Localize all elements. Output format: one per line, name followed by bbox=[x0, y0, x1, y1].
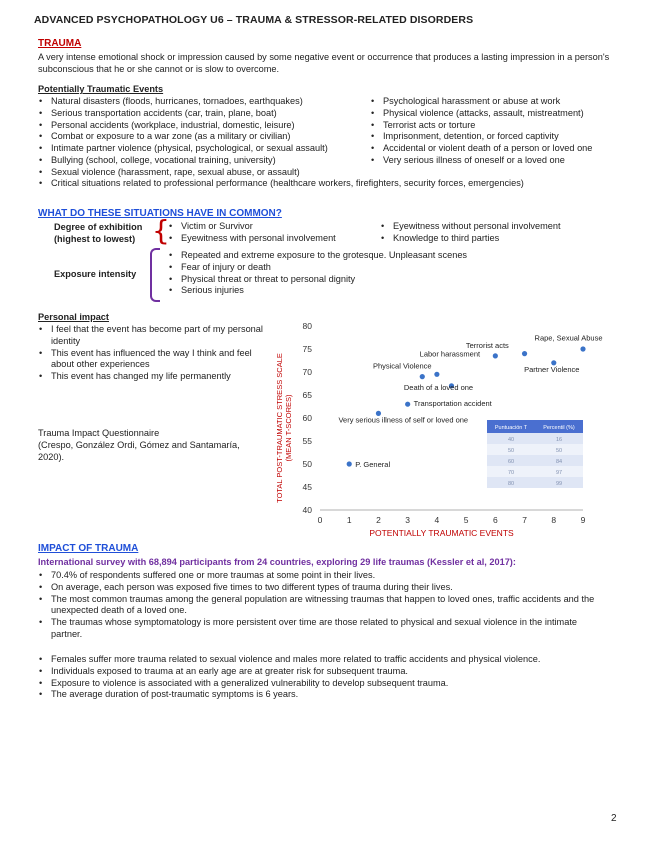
degree-label-line2: (highest to lowest) bbox=[54, 233, 136, 244]
table-row-bg bbox=[487, 433, 583, 444]
degree-col1 bbox=[168, 221, 378, 245]
point-label: Physical Violence bbox=[372, 361, 432, 371]
list-item: • Serious injuries bbox=[168, 285, 618, 297]
list-item: • Psychological harassment or abuse at work bbox=[370, 96, 640, 108]
x-tick-label: 1 bbox=[346, 515, 352, 525]
list-item: • Critical situations related to professional performance (healthcare workers, firefighters, security forces, emergencies) bbox=[38, 178, 368, 190]
impact-title: IMPACT OF TRAUMA bbox=[38, 543, 139, 554]
list-item: • The traumas whose symptomatology is more persistent over time are those related to physical and sexual violence in the intimate partner. bbox=[38, 617, 608, 641]
list-item: • Physical threat or threat to personal dignity bbox=[168, 274, 618, 286]
table-row-bg bbox=[487, 477, 583, 488]
questionnaire-name: Trauma Impact Questionnaire bbox=[38, 428, 160, 438]
intensity-label: Exposure intensity bbox=[54, 269, 137, 279]
table-row-bg bbox=[487, 455, 583, 466]
scatter-point bbox=[347, 461, 352, 466]
list-item: • Terrorist acts or torture bbox=[370, 120, 640, 132]
scatter-point bbox=[522, 351, 527, 356]
point-label: Partner Violence bbox=[524, 364, 580, 374]
table-cell: 16 bbox=[555, 437, 563, 443]
list-item: • Sexual violence (harassment, rape, sexual abuse, or assault) bbox=[38, 167, 368, 179]
intensity-list bbox=[168, 250, 618, 297]
list-item: • Eyewitness without personal involvement bbox=[380, 221, 630, 233]
list-item: • Personal accidents (workplace, industrial, domestic, leisure) bbox=[38, 120, 368, 132]
list-item: • 70.4% of respondents suffered one or more traumas at some point in their lives. bbox=[38, 570, 608, 582]
y-tick-label: 50 bbox=[302, 459, 312, 469]
scatter-point bbox=[405, 402, 410, 407]
trauma-definition: A very intense emotional shock or impression caused by some negative event or occurrence that produces a lasting impression in a person's subconscious that he or she cannot or is slow to overcome. bbox=[38, 52, 610, 74]
degree-label-line1: Degree of exhibition bbox=[54, 222, 143, 232]
table-cell: 99 bbox=[555, 481, 563, 487]
table-header-cell: Percentil (%) bbox=[543, 425, 575, 431]
questionnaire-citation bbox=[38, 428, 268, 463]
list-item: • This event has changed my life permanently bbox=[38, 371, 263, 383]
scatter-point bbox=[434, 372, 439, 377]
list-item: • Individuals exposed to trauma at an early age are at greater risk for subsequent trauma. bbox=[38, 666, 618, 678]
table-cell: 40 bbox=[507, 437, 515, 443]
degree-brace: { bbox=[152, 214, 170, 247]
point-label: Rape, Sexual Abuse bbox=[534, 333, 603, 343]
x-tick-label: 9 bbox=[580, 515, 586, 525]
table-cell: 97 bbox=[555, 470, 563, 476]
table-header-cell: Puntuación T bbox=[494, 425, 528, 431]
trauma-scatter-chart bbox=[265, 318, 605, 538]
personal-impact-list bbox=[38, 324, 263, 383]
y-axis-label: TOTAL POST-TRAUMATIC STRESS SCALE bbox=[275, 353, 284, 503]
point-label: Very serious illness of self or loved one bbox=[338, 415, 469, 425]
scatter-point bbox=[420, 374, 425, 379]
list-item: • Physical violence (attacks, assault, mistreatment) bbox=[370, 108, 640, 120]
table-cell: 80 bbox=[507, 481, 515, 487]
list-item: • The average duration of post-traumatic symptoms is 6 years. bbox=[38, 689, 618, 701]
x-tick-label: 4 bbox=[434, 515, 440, 525]
y-tick-label: 45 bbox=[302, 482, 312, 492]
list-item: • Imprisonment, detention, or forced captivity bbox=[370, 131, 640, 143]
y-tick-label: 60 bbox=[302, 413, 312, 423]
y-tick-label: 40 bbox=[302, 505, 312, 515]
list-item: • Victim or Survivor bbox=[168, 221, 378, 233]
x-tick-label: 6 bbox=[492, 515, 498, 525]
scatter-point bbox=[493, 353, 498, 358]
x-tick-label: 8 bbox=[551, 515, 557, 525]
common-title: WHAT DO THESE SITUATIONS HAVE IN COMMON? bbox=[38, 208, 282, 219]
list-item: • Fear of injury or death bbox=[168, 262, 618, 274]
point-label: Transportation accident bbox=[413, 399, 492, 409]
point-label: Labor harassment bbox=[419, 349, 481, 359]
events-title: Potentially Traumatic Events bbox=[38, 84, 164, 94]
impact-list-b bbox=[38, 654, 618, 701]
x-tick-label: 7 bbox=[522, 515, 527, 525]
list-item: • Repeated and extreme exposure to the grotesque. Unpleasant scenes bbox=[168, 250, 618, 262]
list-item: • Intimate partner violence (physical, psychological, or sexual assault) bbox=[38, 143, 368, 155]
x-tick-label: 2 bbox=[376, 515, 381, 525]
table-cell: 50 bbox=[555, 448, 563, 454]
x-axis-label: POTENTIALLY TRAUMATIC EVENTS bbox=[369, 528, 514, 538]
list-item: • Females suffer more trauma related to sexual violence and males more related to traffic accidents and physical violence. bbox=[38, 654, 618, 666]
impact-list-a bbox=[38, 570, 608, 641]
list-item: • Knowledge to third parties bbox=[380, 233, 630, 245]
y-tick-label: 80 bbox=[302, 321, 312, 331]
list-item: • Combat or exposure to a war zone (as a military or civilian) bbox=[38, 131, 368, 143]
y-axis-label-2: (MEAN T-SCORES) bbox=[284, 394, 293, 462]
personal-impact-title: Personal impact bbox=[38, 312, 109, 322]
trauma-title: TRAUMA bbox=[38, 38, 82, 49]
list-item: • Natural disasters (floods, hurricanes, tornadoes, earthquakes) bbox=[38, 96, 368, 108]
degree-col2 bbox=[380, 221, 630, 245]
point-label: Terrorist acts bbox=[465, 340, 509, 350]
table-row-bg bbox=[487, 444, 583, 455]
table-cell: 70 bbox=[507, 470, 515, 476]
table-cell: 84 bbox=[555, 459, 563, 465]
list-item: • Very serious illness of oneself or a loved one bbox=[370, 155, 640, 167]
list-item: • Eyewitness with personal involvement bbox=[168, 233, 378, 245]
table-cell: 50 bbox=[507, 448, 515, 454]
list-item: • This event has influenced the way I think and feel about other experiences bbox=[38, 348, 263, 372]
list-item: • Accidental or violent death of a person or loved one bbox=[370, 143, 640, 155]
y-tick-label: 70 bbox=[302, 367, 312, 377]
citation: (Crespo, González Ordi, Gómez and Santamaría, 2020). bbox=[38, 439, 240, 462]
x-tick-label: 3 bbox=[405, 515, 411, 525]
page-number: 2 bbox=[611, 813, 617, 824]
intensity-brace bbox=[150, 248, 160, 302]
list-item: • On average, each person was exposed five times to two different types of trauma during their lives. bbox=[38, 582, 608, 594]
list-item: • I feel that the event has become part of my personal identity bbox=[38, 324, 263, 348]
x-tick-label: 0 bbox=[317, 515, 323, 525]
y-tick-label: 65 bbox=[302, 390, 312, 400]
survey-text: International survey with 68,894 participants from 24 countries, exploring 29 life traumas (Kessler et al, 2017): bbox=[38, 557, 516, 567]
y-tick-label: 75 bbox=[302, 344, 312, 354]
point-label: Death of a loved one bbox=[403, 382, 474, 392]
table-cell: 60 bbox=[507, 459, 515, 465]
table-row-bg bbox=[487, 466, 583, 477]
list-item: • Serious transportation accidents (car, train, plane, boat) bbox=[38, 108, 368, 120]
page-header: ADVANCED PSYCHOPATHOLOGY U6 – TRAUMA & STRESSOR-RELATED DISORDERS bbox=[34, 14, 474, 26]
point-label: P. General bbox=[355, 460, 391, 469]
y-tick-label: 55 bbox=[302, 436, 312, 446]
list-item: • Exposure to violence is associated with a generalized vulnerability to develop subsequent trauma. bbox=[38, 678, 618, 690]
events-right-list bbox=[370, 96, 640, 167]
list-item: • Bullying (school, college, vocational training, university) bbox=[38, 155, 368, 167]
scatter-point bbox=[580, 346, 585, 351]
degree-label bbox=[54, 222, 142, 246]
list-item: • The most common traumas among the general population are witnessing traumas that happen to loved ones, traffic accidents and the unexpected death of a loved one. bbox=[38, 594, 608, 618]
x-tick-label: 5 bbox=[463, 515, 469, 525]
